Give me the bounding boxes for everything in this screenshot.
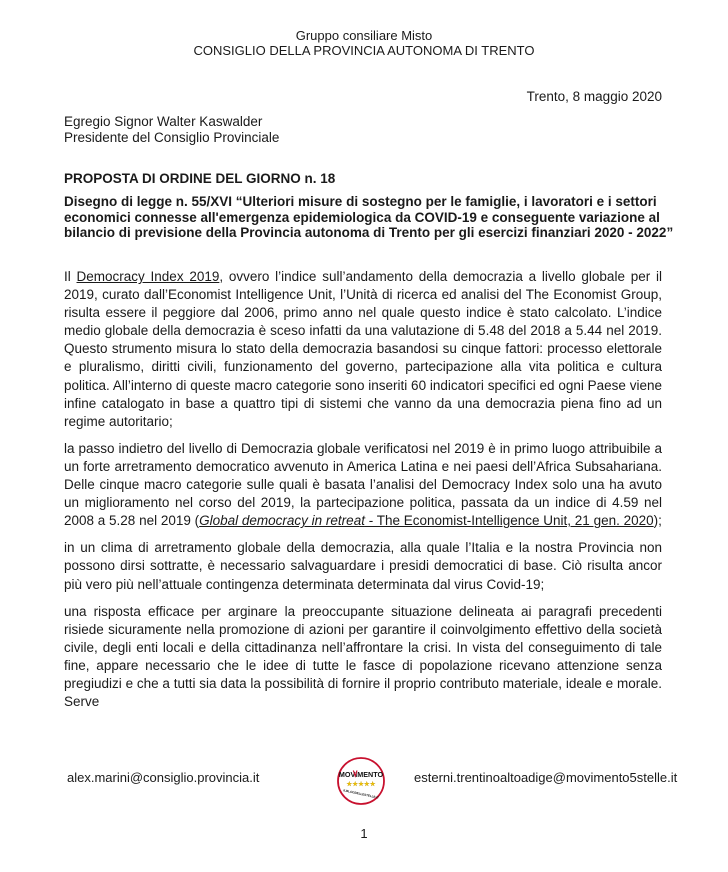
paragraph-2-text: la passo indietro del livello di Democrazia globale verificatosi nel 2019 è in primo luogo attribuibile a un forte arretramento democratico avvenuto in America Latina e nei paesi dell’Africa Subsahariana. Delle cinque macro categorie sulle quali è basata l’analisi del Democracy Index solo una ha avuto un miglioramento nel corso del 2019, la partecipazione politica, passata da un indice di 4.59 nel 2008 a 5.28 nel 2019 ( (64, 440, 662, 529)
paragraph-4 (64, 603, 662, 712)
paragraph-2-suffix: ); (653, 513, 662, 529)
recipient-title: Presidente del Consiglio Provinciale (64, 129, 280, 145)
proposal-title: PROPOSTA DI ORDINE DEL GIORNO n. 18 (64, 171, 336, 186)
bill-title: Disegno di legge n. 55/XVI “Ulteriori misure di sostegno per le famiglie, i lavoratori e i settori economici connesse all'emergenza epidemiologica da COVID-19 e conseguente variazione al bilancio di previsione della Provincia autonoma di Trento per gli esercizi finanziari 2020 - 2022” (64, 194, 674, 240)
paragraph-2 (64, 440, 662, 530)
page-number: 1 (360, 826, 368, 841)
group-name: Gruppo consiliare Misto (295, 28, 433, 43)
council-name: CONSIGLIO DELLA PROVINCIA AUTONOMA DI TRENTO (193, 43, 535, 58)
paragraph-3 (64, 539, 662, 593)
recipient-block (64, 114, 279, 145)
footer-email-right[interactable]: esterni.trentinoaltoadige@movimento5stelle.it (414, 770, 678, 785)
paragraph-1 (64, 268, 662, 431)
letter-date: Trento, 8 maggio 2020 (526, 89, 662, 104)
citation-source: - The Economist-Intelligence Unit, 21 gen. 2020 (364, 513, 654, 529)
svg-text:ILBLOGDELLESTELLE.IT: ILBLOGDELLESTELLE.IT (343, 788, 380, 800)
body-text (64, 268, 662, 720)
paragraph-3-text: in un clima di arretramento globale della democrazia, alla quale l’Italia e la nostra Provincia non possono dirsi sottratte, è necessario salvaguardare i presidi democratici di base. Ciò risulta ancor più vero più nell’attuale contingenza determinata determinata dal virus Covid-19; (64, 540, 662, 592)
letterhead (0, 28, 728, 58)
democracy-index-link[interactable]: Democracy Index 2019 (76, 269, 220, 284)
recipient-name: Egregio Signor Walter Kaswalder (64, 114, 263, 129)
paragraph-4-text: una risposta efficace per arginare la preoccupante situazione delineata ai paragrafi precedenti risiede sicuramente nella promozione di azioni per garantire il coinvolgimento effettivo della società civile, degli enti locali e della cittadinanza nell’affrontare la crisi. In vista del conseguimento di tale fine, appare necessario che le idee di tutte le fasce di popolazione ricevano attenzione senza pregiudizi e che a tutti sia data la possibilità di fornire il proprio contributo materiale, ideale e morale. Serve (64, 603, 662, 710)
paragraph-1-text: , ovvero l’indice sull’andamento della democrazia a livello globale per il 2019, curato dall’Economist Intelligence Unit, l’Unità di ricerca ed analisi del The Economist Group, risulta essere il peggiore dal 2006, primo anno nel quale questo indice è stato calcolato. L’indice medio globale della democrazia è sceso infatti da una valutazione di 5.48 del 2018 a 5.44 nel 2019. Questo strumento misura lo stato della democrazia basandosi su cinque fattori: processo elettorale e pluralismo, diritti civili, funzionamento del governo, partecipazione alla vita politica e cultura politica. All’interno di queste macro categorie sono inseriti 60 indicatori specifici ed ogni Paese viene infine catalogato in base a quattro tipi di sistemi che vanno da una democrazia piena fino ad un regime autoritario; (64, 269, 662, 429)
footer-email-left[interactable]: alex.marini@consiglio.provincia.it (67, 770, 260, 785)
citation-link[interactable] (199, 513, 654, 528)
svg-text:★★★★★: ★★★★★ (346, 780, 376, 788)
paragraph-1-prefix: Il (64, 269, 77, 284)
movimento-5-stelle-logo-icon (336, 755, 386, 807)
svg-text:MOVIMENTO: MOVIMENTO (338, 770, 384, 779)
citation-title: Global democracy in retreat (199, 513, 365, 529)
